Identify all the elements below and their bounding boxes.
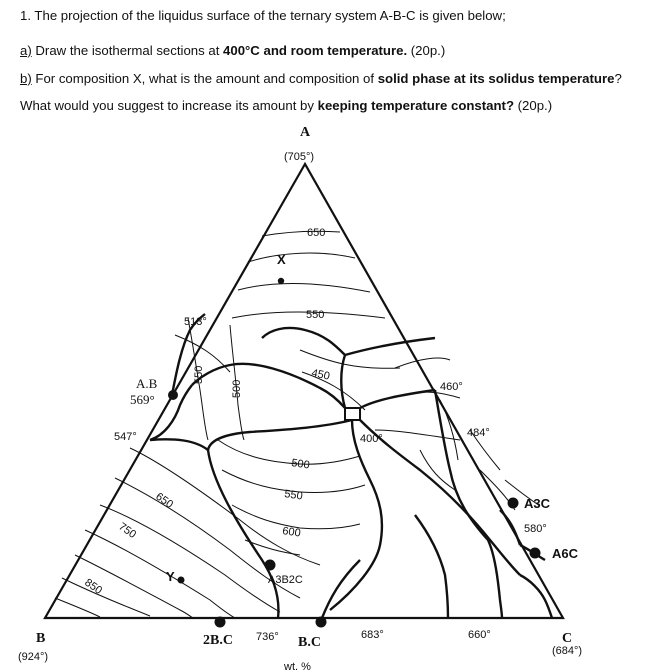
triangle-outline	[45, 164, 563, 618]
isotherm-750-left: 750	[116, 520, 139, 541]
a3b2c-label: A3B2C	[268, 574, 303, 586]
a6c-compound-dot	[530, 548, 541, 559]
temp-460: 460°	[440, 381, 463, 393]
a6c-label: A6C	[552, 546, 579, 561]
isotherm-lines	[55, 231, 540, 618]
isotherm-550-mid: 550	[283, 488, 304, 503]
isotherm-500-mid: 500	[290, 457, 311, 472]
phase-boundary-lines	[150, 314, 552, 618]
point-x-label: X	[277, 252, 286, 267]
a3c-label: A3C	[524, 496, 551, 511]
part-b-bold: solid phase at its solidus temperature	[377, 71, 615, 86]
bc-compound-dot	[316, 617, 327, 628]
temp-484: 484°	[467, 427, 490, 439]
composition-points	[168, 278, 541, 628]
temp-400: 400°	[360, 433, 383, 445]
isotherm-650-top: 650	[307, 227, 326, 239]
part-b-text-2: What would you suggest to increase its amount by	[20, 98, 318, 113]
temp-683: 683°	[361, 629, 384, 641]
isotherm-600-mid: 600	[281, 525, 302, 540]
temp-660: 660°	[468, 629, 491, 641]
temp-547: 547°	[114, 431, 137, 443]
temp-736: 736°	[256, 631, 279, 643]
a3c-compound-dot	[508, 498, 519, 509]
vertex-c-temp: (684°)	[552, 645, 583, 657]
ab-temp: 569°	[130, 392, 155, 407]
part-a-bold: 400°C and room temperature.	[223, 43, 408, 58]
b2c-compound-dot	[215, 617, 226, 628]
part-a-text: Draw the isothermal sections at	[31, 43, 224, 58]
point-y-label: Y	[166, 569, 175, 584]
vertex-c-label: C	[562, 631, 573, 646]
vertex-a-temp: (705°)	[284, 151, 315, 163]
isotherm-500-left: 500	[231, 379, 243, 398]
part-b-end: ?	[614, 71, 622, 86]
part-b-bold-2: keeping temperature constant?	[317, 98, 514, 113]
a3c-temp: 580°	[524, 523, 547, 535]
point-x-dot	[278, 278, 284, 284]
y-point-dot	[178, 577, 185, 584]
part-a-points: (20p.)	[407, 43, 446, 58]
part-b-label: b)	[20, 71, 32, 86]
isotherm-550-top: 550	[306, 309, 325, 321]
vertex-a-label: A	[300, 125, 311, 140]
bc-label: B.C	[298, 635, 321, 650]
part-b-text: For composition X, what is the amount and composition of	[31, 71, 378, 86]
ab-compound-dot	[168, 390, 178, 400]
b2c-label: 2B.C	[203, 633, 233, 648]
axis-label: wt. %	[284, 661, 311, 672]
temp-513: 513°	[184, 316, 207, 328]
vertex-b-temp: (924°)	[18, 651, 49, 663]
isotherm-550-left: 550	[193, 365, 205, 384]
isotherm-650-left: 650	[153, 490, 176, 511]
part-a-label: a)	[20, 43, 32, 58]
isotherm-450: 450	[310, 367, 331, 383]
a3b2c-dot	[265, 560, 276, 571]
part-b-points: (20p.)	[514, 98, 553, 113]
vertex-b-label: B	[36, 631, 46, 646]
ab-label: A.B	[136, 376, 158, 391]
question-line-1: 1. The projection of the liquidus surface of the ternary system A-B-C is given below;	[20, 8, 506, 23]
isotherm-850-left: 850	[82, 576, 105, 597]
